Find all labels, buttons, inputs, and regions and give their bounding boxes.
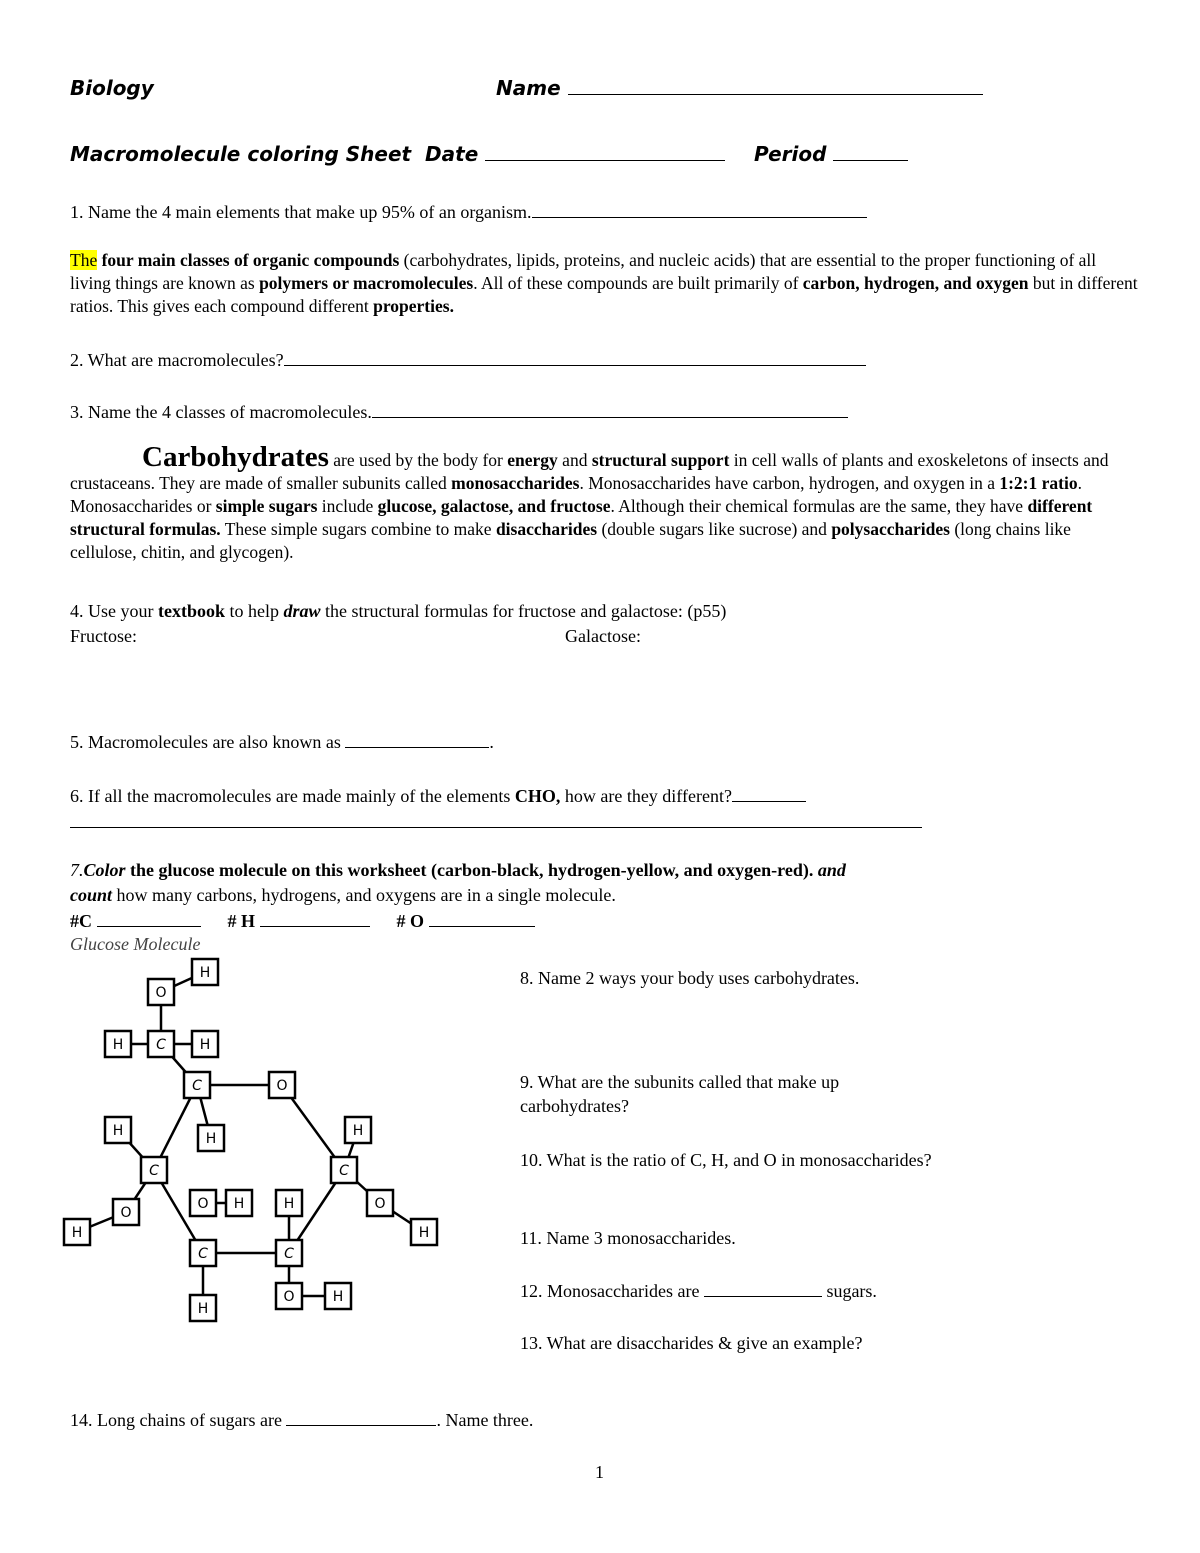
carbohydrates-heading: Carbohydrates [142, 441, 329, 473]
hydrogen-atom[interactable] [345, 1117, 371, 1143]
date-field[interactable] [485, 143, 725, 161]
hydrogen-atom-label: H [418, 1225, 430, 1241]
intro-paragraph: The four main classes of organic compounds (carbohydrates, lipids, proteins, and nucleic acids) that are essential to the proper functioning of all living things are known as polymers or macromolecules. All of these compounds are built primarily of carbon, hydrogen, and oxygen but in different ratios. This gives each compound different properties. [70, 250, 1138, 316]
question-1: 1. Name the 4 main elements that make up 95% of an organism. [70, 200, 867, 223]
hydrogen-atom[interactable] [192, 959, 218, 985]
question-11: 11. Name 3 monosaccharides. [520, 1228, 736, 1248]
glucose-molecule-diagram[interactable] [60, 950, 440, 1330]
carbon-atom-label: C [198, 1246, 208, 1262]
question-3: 3. Name the 4 classes of macromolecules. [70, 400, 848, 423]
question-10: 10. What is the ratio of C, H, and O in monosaccharides? [520, 1150, 932, 1170]
question-5: 5. Macromolecules are also known as . [70, 732, 494, 752]
name-label: Name [496, 76, 983, 100]
question-9: 9. What are the subunits called that make up carbohydrates? [520, 1072, 840, 1116]
date-label: Date [425, 142, 479, 166]
question-7-line2: count how many carbons, hydrogens, and oxygens are in a single molecule. [70, 885, 616, 905]
hydrogen-count-label: # H [227, 911, 256, 931]
carbon-atom[interactable] [148, 1031, 174, 1057]
oxygen-atom-label: O [155, 985, 167, 1001]
carbon-atom[interactable] [190, 1240, 216, 1266]
hydrogen-atom[interactable] [105, 1117, 131, 1143]
hydrogen-atom[interactable] [192, 1031, 218, 1057]
hydrogen-atom-label: H [233, 1196, 245, 1212]
oxygen-count-field[interactable] [429, 909, 535, 927]
carbon-atom[interactable] [276, 1240, 302, 1266]
highlighted-word: The [70, 250, 98, 270]
oxygen-atom[interactable] [148, 979, 174, 1005]
answer-line-1[interactable] [532, 200, 867, 218]
hydrogen-atom-label: H [283, 1196, 295, 1212]
oxygen-atom[interactable] [367, 1190, 393, 1216]
carbon-atom-label: C [339, 1163, 349, 1179]
hydrogen-atom[interactable] [105, 1031, 131, 1057]
carbon-atom[interactable] [184, 1072, 210, 1098]
question-13: 13. What are disaccharides & give an example? [520, 1333, 863, 1353]
hydrogen-atom-label: H [112, 1037, 124, 1053]
question-2: 2. What are macromolecules? [70, 348, 866, 371]
carbon-atom-label: C [284, 1246, 294, 1262]
oxygen-atom[interactable] [190, 1190, 216, 1216]
fructose-label: Fructose: [70, 626, 137, 646]
question-7-line1: 7.Color the glucose molecule on this worksheet (carbon-black, hydrogen-yellow, and oxygen-red). and [70, 860, 846, 880]
oxygen-atom-label: O [276, 1078, 288, 1094]
hydrogen-atom-label: H [199, 1037, 211, 1053]
oxygen-atom-label: O [120, 1205, 132, 1221]
carbon-atom-label: C [149, 1163, 159, 1179]
oxygen-atom[interactable] [276, 1283, 302, 1309]
hydrogen-atom[interactable] [190, 1295, 216, 1321]
answer-line-2[interactable] [284, 348, 866, 366]
name-field[interactable] [568, 77, 983, 95]
oxygen-count-label: # O [396, 911, 425, 931]
hydrogen-atom[interactable] [198, 1125, 224, 1151]
hydrogen-atom[interactable] [411, 1219, 437, 1245]
glucose-molecule-label: Glucose Molecule [70, 934, 201, 954]
hydrogen-atom-label: H [112, 1123, 124, 1139]
oxygen-atom-label: O [197, 1196, 209, 1212]
answer-line-14[interactable] [286, 1408, 436, 1426]
question-4: 4. Use your textbook to help draw the structural formulas for fructose and galactose: (p55) [70, 601, 727, 621]
hydrogen-atom-label: H [205, 1131, 217, 1147]
question-12: 12. Monosaccharides are sugars. [520, 1281, 877, 1301]
answer-line-6a[interactable] [732, 784, 806, 802]
sheet-title: Macromolecule coloring Sheet Date [70, 142, 725, 166]
period-field[interactable] [833, 143, 908, 161]
question-14: 14. Long chains of sugars are . Name three. [70, 1410, 534, 1430]
carbon-atom-label: C [156, 1037, 166, 1053]
question-6: 6. If all the macromolecules are made mainly of the elements CHO, how are they different? [70, 784, 806, 807]
hydrogen-atom-label: H [332, 1289, 344, 1305]
carbon-count-label: #C [70, 911, 92, 931]
carbon-atom[interactable] [331, 1157, 357, 1183]
hydrogen-count-field[interactable] [260, 909, 370, 927]
hydrogen-atom-label: H [197, 1301, 209, 1317]
oxygen-atom-label: O [374, 1196, 386, 1212]
hydrogen-atom-label: H [71, 1225, 83, 1241]
count-row [70, 909, 535, 932]
oxygen-atom[interactable] [269, 1072, 295, 1098]
oxygen-atom-label: O [283, 1289, 295, 1305]
answer-line-5[interactable] [345, 730, 489, 748]
answer-line-12[interactable] [704, 1279, 822, 1297]
hydrogen-atom[interactable] [226, 1190, 252, 1216]
hydrogen-atom[interactable] [276, 1190, 302, 1216]
oxygen-atom[interactable] [113, 1199, 139, 1225]
carbohydrates-paragraph: Carbohydrates are used by the body for energy and structural support in cell walls of plants and exoskeletons of insects and crustaceans. They are made of smaller subunits called monosaccharides. Monosaccharides have carbon, hydrogen, and oxygen in a 1:2:1 ratio. Monosaccharides or simple sugars include glucose, galactose, and fructose. Although their chemical formulas are the same, they have different structural formulas. These simple sugars combine to make disaccharides (double sugars like sucrose) and polysaccharides (long chains like cellulose, chitin, and glycogen). [70, 441, 1109, 562]
hydrogen-atom-label: H [199, 965, 211, 981]
galactose-label: Galactose: [565, 626, 641, 646]
carbon-atom-label: C [192, 1078, 202, 1094]
hydrogen-atom[interactable] [64, 1219, 90, 1245]
carbon-count-field[interactable] [97, 909, 201, 927]
subject-label: Biology [70, 76, 154, 100]
hydrogen-atom-label: H [352, 1123, 364, 1139]
hydrogen-atom[interactable] [325, 1283, 351, 1309]
period-label: Period [754, 142, 908, 166]
page-number: 1 [595, 1462, 604, 1482]
question-8: 8. Name 2 ways your body uses carbohydrates. [520, 968, 860, 988]
answer-line-3[interactable] [372, 400, 848, 418]
carbon-atom[interactable] [141, 1157, 167, 1183]
answer-line-6b[interactable] [70, 827, 922, 828]
